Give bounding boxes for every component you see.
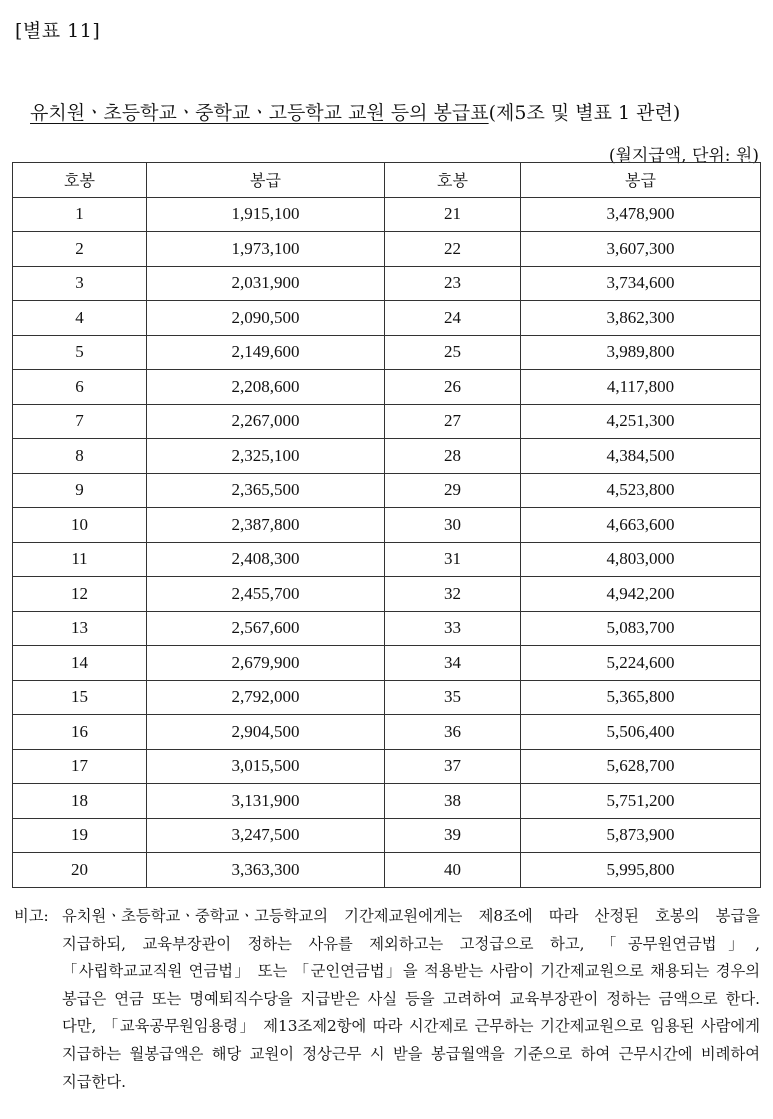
step-cell: 31 <box>385 542 521 577</box>
pay-cell: 2,679,900 <box>147 646 385 681</box>
table-row <box>13 818 761 853</box>
pay-cell: 3,607,300 <box>521 232 761 267</box>
salary-table <box>12 162 761 888</box>
pay-cell: 5,365,800 <box>521 680 761 715</box>
pay-cell: 3,989,800 <box>521 335 761 370</box>
pay-cell: 2,365,500 <box>147 473 385 508</box>
table-row <box>13 370 761 405</box>
pay-cell: 2,455,700 <box>147 577 385 612</box>
pay-cell: 2,792,000 <box>147 680 385 715</box>
title-suffix: (제5조 및 별표 1 관련) <box>488 102 681 124</box>
step-cell: 26 <box>385 370 521 405</box>
pay-cell: 3,131,900 <box>147 784 385 819</box>
header-pay-left: 봉급 <box>147 163 385 198</box>
table-row <box>13 680 761 715</box>
table-row <box>13 197 761 232</box>
step-cell: 32 <box>385 577 521 612</box>
table-row <box>13 439 761 474</box>
pay-cell: 5,873,900 <box>521 818 761 853</box>
step-cell: 39 <box>385 818 521 853</box>
pay-cell: 3,862,300 <box>521 301 761 336</box>
table-row <box>13 473 761 508</box>
step-cell: 18 <box>13 784 147 819</box>
remark-section <box>14 903 760 1096</box>
step-cell: 6 <box>13 370 147 405</box>
table-row <box>13 611 761 646</box>
pay-cell: 5,083,700 <box>521 611 761 646</box>
table-row <box>13 715 761 750</box>
pay-cell: 4,384,500 <box>521 439 761 474</box>
step-cell: 10 <box>13 508 147 543</box>
step-cell: 19 <box>13 818 147 853</box>
table-body <box>13 197 761 887</box>
step-cell: 3 <box>13 266 147 301</box>
step-cell: 14 <box>13 646 147 681</box>
pay-cell: 2,090,500 <box>147 301 385 336</box>
pay-cell: 4,251,300 <box>521 404 761 439</box>
step-cell: 4 <box>13 301 147 336</box>
header-step-left: 호봉 <box>13 163 147 198</box>
pay-cell: 3,247,500 <box>147 818 385 853</box>
pay-cell: 3,363,300 <box>147 853 385 888</box>
step-cell: 25 <box>385 335 521 370</box>
table-row <box>13 853 761 888</box>
table-row <box>13 646 761 681</box>
step-cell: 37 <box>385 749 521 784</box>
step-cell: 22 <box>385 232 521 267</box>
step-cell: 28 <box>385 439 521 474</box>
header-step-right: 호봉 <box>385 163 521 198</box>
table-row <box>13 542 761 577</box>
step-cell: 30 <box>385 508 521 543</box>
remark-label: 비고: <box>14 907 49 925</box>
table-row <box>13 266 761 301</box>
step-cell: 17 <box>13 749 147 784</box>
table-row <box>13 404 761 439</box>
pay-cell: 5,224,600 <box>521 646 761 681</box>
pay-cell: 2,031,900 <box>147 266 385 301</box>
step-cell: 2 <box>13 232 147 267</box>
table-row <box>13 301 761 336</box>
table-row <box>13 577 761 612</box>
remark-text: 유치원ㆍ초등학교ㆍ중학교ㆍ고등학교의 기간제교원에게는 제8조에 따라 산정된 호봉의 봉급을 지급하되, 교육부장관이 정하는 사유를 제외하고는 고정급으로 하고, 「공무원연금법」, 「사립학교교직원 연금법」 또는 「군인연금법」을 적용받는 사람이 기간제교원으로 채용되는 경우의 봉급은 연금 또는 명예퇴직수당을 지급받은 사실 등을 고려하여 교육부장관이 정하는 금액으로 한다. 다만, 「교육공무원임용령」 제13조제2항에 따라 시간제로 근무하는 기간제교원으로 임용된 사람에게 지급하는 월봉급액은 해당 교원이 정상근무 시 받을 봉급월액을 기준으로 하여 근무시간에 비례하여 지급한다. <box>62 907 760 1091</box>
step-cell: 24 <box>385 301 521 336</box>
pay-cell: 1,915,100 <box>147 197 385 232</box>
table-row <box>13 784 761 819</box>
pay-cell: 5,506,400 <box>521 715 761 750</box>
header-pay-right: 봉급 <box>521 163 761 198</box>
step-cell: 27 <box>385 404 521 439</box>
pay-cell: 2,149,600 <box>147 335 385 370</box>
table-header-row <box>13 163 761 198</box>
step-cell: 35 <box>385 680 521 715</box>
pay-cell: 2,567,600 <box>147 611 385 646</box>
pay-cell: 4,942,200 <box>521 577 761 612</box>
step-cell: 9 <box>13 473 147 508</box>
pay-cell: 5,995,800 <box>521 853 761 888</box>
title-main: 유치원ㆍ초등학교ㆍ중학교ㆍ고등학교 교원 등의 봉급표 <box>30 102 489 124</box>
step-cell: 40 <box>385 853 521 888</box>
step-cell: 13 <box>13 611 147 646</box>
pay-cell: 1,973,100 <box>147 232 385 267</box>
pay-cell: 2,208,600 <box>147 370 385 405</box>
pay-cell: 3,734,600 <box>521 266 761 301</box>
pay-cell: 5,751,200 <box>521 784 761 819</box>
step-cell: 12 <box>13 577 147 612</box>
step-cell: 33 <box>385 611 521 646</box>
step-cell: 8 <box>13 439 147 474</box>
pay-cell: 2,325,100 <box>147 439 385 474</box>
step-cell: 5 <box>13 335 147 370</box>
step-cell: 23 <box>385 266 521 301</box>
step-cell: 29 <box>385 473 521 508</box>
step-cell: 15 <box>13 680 147 715</box>
pay-cell: 4,117,800 <box>521 370 761 405</box>
step-cell: 11 <box>13 542 147 577</box>
step-cell: 34 <box>385 646 521 681</box>
step-cell: 38 <box>385 784 521 819</box>
pay-cell: 2,267,000 <box>147 404 385 439</box>
pay-cell: 2,408,300 <box>147 542 385 577</box>
step-cell: 21 <box>385 197 521 232</box>
pay-cell: 4,523,800 <box>521 473 761 508</box>
table-row <box>13 335 761 370</box>
pay-cell: 3,015,500 <box>147 749 385 784</box>
step-cell: 16 <box>13 715 147 750</box>
step-cell: 1 <box>13 197 147 232</box>
pay-cell: 3,478,900 <box>521 197 761 232</box>
step-cell: 20 <box>13 853 147 888</box>
pay-cell: 2,387,800 <box>147 508 385 543</box>
step-cell: 36 <box>385 715 521 750</box>
table-row <box>13 508 761 543</box>
pay-cell: 5,628,700 <box>521 749 761 784</box>
pay-cell: 2,904,500 <box>147 715 385 750</box>
unit-note: (월지급액, 단위: 원) <box>608 146 759 166</box>
annex-label: [별표 11] <box>15 20 101 42</box>
table-row <box>13 749 761 784</box>
step-cell: 7 <box>13 404 147 439</box>
table-row <box>13 232 761 267</box>
document-title <box>30 98 760 125</box>
pay-cell: 4,663,600 <box>521 508 761 543</box>
pay-cell: 4,803,000 <box>521 542 761 577</box>
